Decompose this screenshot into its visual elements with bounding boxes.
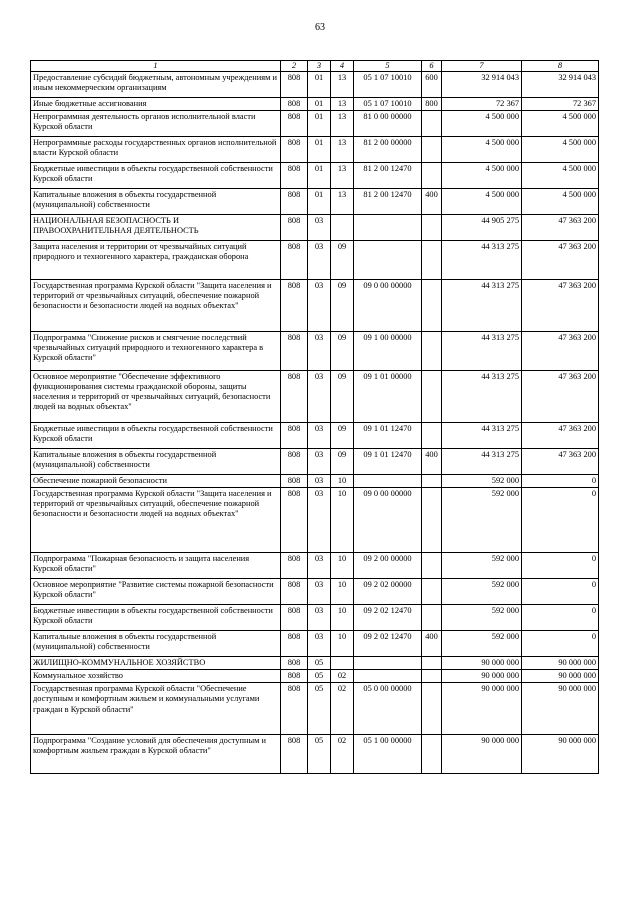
target-article-code: 81 2 00 12470: [354, 189, 422, 215]
subsection-code: 13: [331, 72, 354, 98]
column-header: 7: [442, 61, 522, 72]
table-row: [31, 137, 599, 163]
section-code: 03: [308, 631, 331, 657]
table-row: [31, 735, 599, 774]
item-name: Предоставление субсидий бюджетным, автономным учреждениям и иным некоммерческим организациям: [31, 72, 281, 98]
amount-year-2: 47 363 200: [522, 332, 599, 371]
table-row: [31, 423, 599, 449]
target-article-code: 09 1 01 00000: [354, 371, 422, 423]
amount-year-1: 90 000 000: [442, 670, 522, 683]
section-code: 03: [308, 605, 331, 631]
amount-year-2: 4 500 000: [522, 163, 599, 189]
ministry-code: 808: [281, 72, 308, 98]
column-header: 8: [522, 61, 599, 72]
target-article-code: 09 2 02 12470: [354, 605, 422, 631]
expense-type-code: 600: [422, 72, 442, 98]
amount-year-2: 0: [522, 631, 599, 657]
table-row: [31, 163, 599, 189]
subsection-code: 10: [331, 553, 354, 579]
target-article-code: [354, 657, 422, 670]
ministry-code: 808: [281, 631, 308, 657]
item-name: Государственная программа Курской области "Защита населения и территорий от чрезвычайных ситуаций, обеспечение пожарной безопасности и безопасности людей на водных объектах": [31, 280, 281, 332]
ministry-code: 808: [281, 98, 308, 111]
amount-year-1: 44 905 275: [442, 215, 522, 241]
ministry-code: 808: [281, 553, 308, 579]
amount-year-1: 592 000: [442, 553, 522, 579]
subsection-code: 10: [331, 605, 354, 631]
item-name: Коммунальное хозяйство: [31, 670, 281, 683]
target-article-code: 05 0 00 00000: [354, 683, 422, 735]
expense-type-code: [422, 371, 442, 423]
subsection-code: 13: [331, 98, 354, 111]
page-number: 63: [315, 22, 325, 33]
table-row: [31, 72, 599, 98]
ministry-code: 808: [281, 280, 308, 332]
ministry-code: 808: [281, 189, 308, 215]
item-name: Подпрограмма "Создание условий для обеспечения доступным и комфортным жильем граждан в Курской области": [31, 735, 281, 774]
section-code: 03: [308, 215, 331, 241]
ministry-code: 808: [281, 605, 308, 631]
subsection-code: 10: [331, 475, 354, 488]
table-row: [31, 579, 599, 605]
ministry-code: 808: [281, 371, 308, 423]
amount-year-2: 0: [522, 579, 599, 605]
target-article-code: 81 2 00 00000: [354, 137, 422, 163]
column-header: 6: [422, 61, 442, 72]
expense-type-code: [422, 670, 442, 683]
amount-year-2: 4 500 000: [522, 137, 599, 163]
table-row: [31, 683, 599, 735]
amount-year-1: 44 313 275: [442, 449, 522, 475]
amount-year-1: 44 313 275: [442, 332, 522, 371]
target-article-code: 05 1 00 00000: [354, 735, 422, 774]
expense-type-code: [422, 683, 442, 735]
table-row: [31, 215, 599, 241]
amount-year-1: 44 313 275: [442, 280, 522, 332]
subsection-code: 13: [331, 163, 354, 189]
expense-type-code: [422, 280, 442, 332]
target-article-code: [354, 241, 422, 280]
expense-type-code: [422, 579, 442, 605]
ministry-code: 808: [281, 423, 308, 449]
section-code: 03: [308, 488, 331, 553]
target-article-code: 05 1 07 10010: [354, 72, 422, 98]
ministry-code: 808: [281, 735, 308, 774]
table-row: [31, 98, 599, 111]
section-code: 03: [308, 280, 331, 332]
amount-year-2: 47 363 200: [522, 215, 599, 241]
expense-type-code: [422, 735, 442, 774]
subsection-code: 09: [331, 280, 354, 332]
column-header: 5: [354, 61, 422, 72]
amount-year-2: 90 000 000: [522, 735, 599, 774]
ministry-code: 808: [281, 449, 308, 475]
section-code: 01: [308, 98, 331, 111]
amount-year-1: 592 000: [442, 605, 522, 631]
table-row: [31, 280, 599, 332]
expense-type-code: [422, 163, 442, 189]
table-row: [31, 371, 599, 423]
ministry-code: 808: [281, 670, 308, 683]
amount-year-1: 592 000: [442, 631, 522, 657]
expense-type-code: 400: [422, 449, 442, 475]
target-article-code: [354, 215, 422, 241]
amount-year-2: 0: [522, 488, 599, 553]
section-code: 01: [308, 111, 331, 137]
expense-type-code: [422, 215, 442, 241]
item-name: ЖИЛИЩНО-КОММУНАЛЬНОЕ ХОЗЯЙСТВО: [31, 657, 281, 670]
amount-year-1: 44 313 275: [442, 423, 522, 449]
amount-year-1: 4 500 000: [442, 137, 522, 163]
expense-type-code: [422, 475, 442, 488]
table-row: [31, 189, 599, 215]
item-name: Бюджетные инвестиции в объекты государственной собственности Курской области: [31, 423, 281, 449]
target-article-code: 09 2 02 00000: [354, 579, 422, 605]
section-code: 03: [308, 423, 331, 449]
section-code: 03: [308, 579, 331, 605]
expense-type-code: 400: [422, 189, 442, 215]
amount-year-1: 4 500 000: [442, 163, 522, 189]
expense-type-code: [422, 488, 442, 553]
subsection-code: 13: [331, 111, 354, 137]
subsection-code: 09: [331, 241, 354, 280]
section-code: 03: [308, 241, 331, 280]
table-row: [31, 670, 599, 683]
target-article-code: 81 0 00 00000: [354, 111, 422, 137]
ministry-code: 808: [281, 683, 308, 735]
target-article-code: 09 2 02 12470: [354, 631, 422, 657]
ministry-code: 808: [281, 111, 308, 137]
item-name: Бюджетные инвестиции в объекты государственной собственности Курской области: [31, 605, 281, 631]
ministry-code: 808: [281, 163, 308, 189]
amount-year-1: 44 313 275: [442, 241, 522, 280]
column-header: 3: [308, 61, 331, 72]
table-row: [31, 449, 599, 475]
amount-year-1: 4 500 000: [442, 111, 522, 137]
column-number-row: [31, 61, 599, 72]
subsection-code: [331, 657, 354, 670]
amount-year-1: 592 000: [442, 488, 522, 553]
section-code: 01: [308, 72, 331, 98]
amount-year-1: 32 914 043: [442, 72, 522, 98]
item-name: Основное мероприятие "Обеспечение эффективного функционирования системы гражданской обороны, защиты населения и территорий от чрезвычайных ситуаций, безопасности людей на водных объектах": [31, 371, 281, 423]
section-code: 03: [308, 371, 331, 423]
amount-year-2: 47 363 200: [522, 371, 599, 423]
amount-year-2: 47 363 200: [522, 449, 599, 475]
item-name: Государственная программа Курской области "Обеспечение доступным и комфортным жильем и коммунальными услугами граждан в Курской области": [31, 683, 281, 735]
amount-year-1: 90 000 000: [442, 657, 522, 670]
section-code: 03: [308, 475, 331, 488]
section-code: 03: [308, 449, 331, 475]
table-row: [31, 111, 599, 137]
subsection-code: 10: [331, 579, 354, 605]
column-header: 2: [281, 61, 308, 72]
table-row: [31, 475, 599, 488]
target-article-code: 81 2 00 12470: [354, 163, 422, 189]
item-name: Иные бюджетные ассигнования: [31, 98, 281, 111]
table-row: [31, 657, 599, 670]
table-row: [31, 241, 599, 280]
table-row: [31, 488, 599, 553]
section-code: 01: [308, 163, 331, 189]
item-name: НАЦИОНАЛЬНАЯ БЕЗОПАСНОСТЬ И ПРАВООХРАНИТЕЛЬНАЯ ДЕЯТЕЛЬНОСТЬ: [31, 215, 281, 241]
subsection-code: 09: [331, 423, 354, 449]
item-name: Основное мероприятие "Развитие системы пожарной безопасности Курской области": [31, 579, 281, 605]
item-name: Бюджетные инвестиции в объекты государственной собственности Курской области: [31, 163, 281, 189]
item-name: Государственная программа Курской области "Защита населения и территорий от чрезвычайных ситуаций, обеспечение пожарной безопасности и безопасности людей на водных объектах": [31, 488, 281, 553]
target-article-code: 09 2 00 00000: [354, 553, 422, 579]
target-article-code: 05 1 07 10010: [354, 98, 422, 111]
amount-year-2: 72 367: [522, 98, 599, 111]
item-name: Капитальные вложения в объекты государственной (муниципальной) собственности: [31, 449, 281, 475]
item-name: Обеспечение пожарной безопасности: [31, 475, 281, 488]
section-code: 01: [308, 137, 331, 163]
table-row: [31, 332, 599, 371]
expense-type-code: [422, 241, 442, 280]
section-code: 05: [308, 683, 331, 735]
table-row: [31, 553, 599, 579]
subsection-code: 13: [331, 189, 354, 215]
item-name: Непрограммные расходы государственных органов исполнительной власти Курской области: [31, 137, 281, 163]
amount-year-2: 32 914 043: [522, 72, 599, 98]
expense-type-code: [422, 423, 442, 449]
subsection-code: 09: [331, 371, 354, 423]
target-article-code: 09 0 00 00000: [354, 280, 422, 332]
expense-type-code: [422, 605, 442, 631]
expense-type-code: [422, 332, 442, 371]
budget-table: [30, 60, 599, 774]
amount-year-2: 47 363 200: [522, 280, 599, 332]
item-name: Защита населения и территории от чрезвычайных ситуаций природного и техногенного характера, гражданская оборона: [31, 241, 281, 280]
amount-year-2: 47 363 200: [522, 241, 599, 280]
subsection-code: 09: [331, 449, 354, 475]
ministry-code: 808: [281, 137, 308, 163]
expense-type-code: 400: [422, 631, 442, 657]
amount-year-1: 90 000 000: [442, 683, 522, 735]
amount-year-2: 90 000 000: [522, 657, 599, 670]
expense-type-code: 800: [422, 98, 442, 111]
amount-year-2: 0: [522, 605, 599, 631]
subsection-code: 02: [331, 670, 354, 683]
ministry-code: 808: [281, 332, 308, 371]
section-code: 05: [308, 657, 331, 670]
amount-year-2: 90 000 000: [522, 683, 599, 735]
ministry-code: 808: [281, 579, 308, 605]
subsection-code: 10: [331, 631, 354, 657]
expense-type-code: [422, 137, 442, 163]
item-name: Подпрограмма "Пожарная безопасность и защита населения Курской области": [31, 553, 281, 579]
expense-type-code: [422, 657, 442, 670]
section-code: 05: [308, 735, 331, 774]
column-header: 1: [31, 61, 281, 72]
target-article-code: 09 1 01 12470: [354, 423, 422, 449]
expense-type-code: [422, 553, 442, 579]
ministry-code: 808: [281, 657, 308, 670]
amount-year-1: 72 367: [442, 98, 522, 111]
subsection-code: [331, 215, 354, 241]
subsection-code: 02: [331, 735, 354, 774]
target-article-code: 09 1 00 00000: [354, 332, 422, 371]
section-code: 01: [308, 189, 331, 215]
amount-year-2: 90 000 000: [522, 670, 599, 683]
column-header: 4: [331, 61, 354, 72]
amount-year-1: 44 313 275: [442, 371, 522, 423]
ministry-code: 808: [281, 241, 308, 280]
ministry-code: 808: [281, 215, 308, 241]
table-row: [31, 631, 599, 657]
target-article-code: 09 0 00 00000: [354, 488, 422, 553]
table-row: [31, 605, 599, 631]
subsection-code: 09: [331, 332, 354, 371]
item-name: Подпрограмма "Снижение рисков и смягчение последствий чрезвычайных ситуаций природного и техногенного характера в Курской области": [31, 332, 281, 371]
target-article-code: 09 1 01 12470: [354, 449, 422, 475]
item-name: Капитальные вложения в объекты государственной (муниципальной) собственности: [31, 189, 281, 215]
amount-year-1: 592 000: [442, 579, 522, 605]
amount-year-1: 4 500 000: [442, 189, 522, 215]
target-article-code: [354, 670, 422, 683]
subsection-code: 13: [331, 137, 354, 163]
amount-year-2: 4 500 000: [522, 111, 599, 137]
amount-year-2: 4 500 000: [522, 189, 599, 215]
amount-year-2: 0: [522, 553, 599, 579]
section-code: 03: [308, 553, 331, 579]
item-name: Непрограммная деятельность органов исполнительной власти Курской области: [31, 111, 281, 137]
ministry-code: 808: [281, 488, 308, 553]
amount-year-2: 0: [522, 475, 599, 488]
ministry-code: 808: [281, 475, 308, 488]
amount-year-1: 592 000: [442, 475, 522, 488]
amount-year-2: 47 363 200: [522, 423, 599, 449]
section-code: 03: [308, 332, 331, 371]
subsection-code: 02: [331, 683, 354, 735]
expense-type-code: [422, 111, 442, 137]
section-code: 05: [308, 670, 331, 683]
target-article-code: [354, 475, 422, 488]
amount-year-1: 90 000 000: [442, 735, 522, 774]
item-name: Капитальные вложения в объекты государственной (муниципальной) собственности: [31, 631, 281, 657]
subsection-code: 10: [331, 488, 354, 553]
